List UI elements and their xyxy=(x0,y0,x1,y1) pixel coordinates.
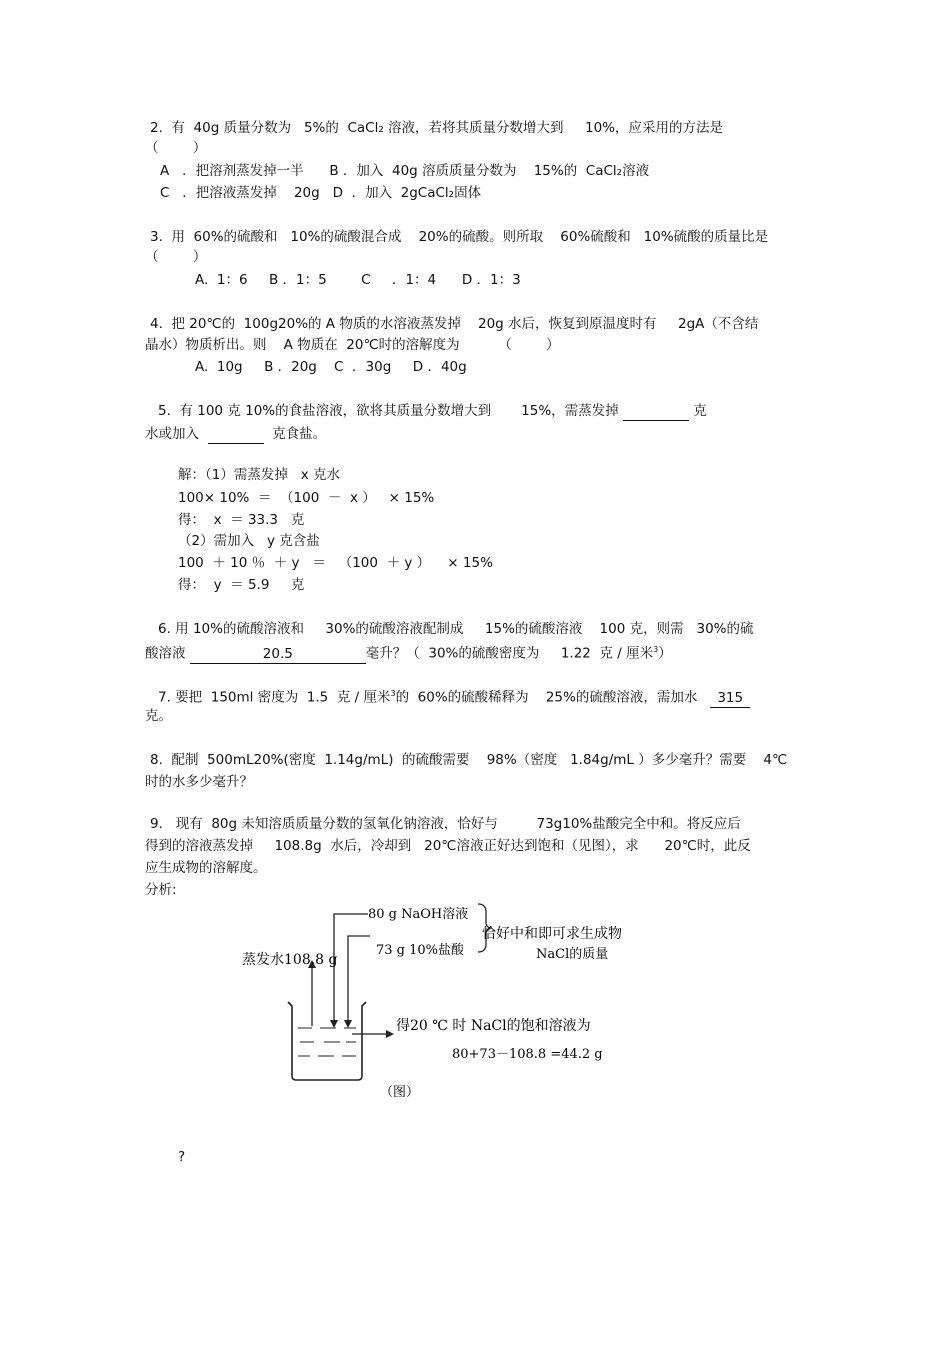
q2-line2: （ ） xyxy=(145,140,207,156)
q6-line2-text: 酸溶液 xyxy=(145,645,186,662)
hcl-arrow xyxy=(348,936,370,1026)
naoh-arrowhead xyxy=(330,1020,338,1028)
hcl-label: 73 g 10%盐酸 xyxy=(376,943,465,958)
naoh-arrow xyxy=(334,914,368,1026)
q9-line1: 9. 现有 80g 未知溶质质量分数的氢氧化钠溶液，恰好与 73g10%盐酸完全中和。将反应后 xyxy=(150,816,741,832)
q6-superscript: 3 xyxy=(653,645,659,654)
q5-blank-water xyxy=(623,402,689,421)
q5-solution-2: 100× 10% ＝ （100 － x ） × 15% xyxy=(178,490,435,506)
q7-line1-mid: 的 60%的硫酸稀释为 25%的硫酸溶液，需加水 xyxy=(395,689,698,706)
q9-analysis-label: 分析: xyxy=(145,882,177,898)
brace-label-1: 恰好中和即可求生成物 xyxy=(482,926,622,942)
q6-line2-end: ） xyxy=(658,645,672,662)
q3-options: A. 1：6 B ．1：5 C ．1：4 D ．1：3 xyxy=(195,272,521,288)
q6-answer: 20.5 xyxy=(190,645,366,664)
hcl-arrowhead xyxy=(344,1020,352,1028)
diagram-caption: （图） xyxy=(380,1085,420,1100)
beaker-outline xyxy=(288,1002,366,1080)
q4-line2: 晶水）物质析出。则 A 物质在 20℃时的溶解度为 （ ） xyxy=(145,337,560,353)
q3-line2: （ ） xyxy=(145,249,207,265)
q7-line1 xyxy=(158,685,750,708)
neutralization-diagram xyxy=(240,898,640,1108)
q3-line1: 3. 用 60%的硫酸和 10%的硫酸混合成 20%的硫酸。则所取 60%硫酸和 10%硫酸的质量比是 xyxy=(150,229,769,245)
q6-line2-rest: 毫升？（ 30%的硫酸密度为 1.22 克 / 厘米 xyxy=(365,645,654,662)
q4-options: A. 10g B ．20g C ．30g D ．40g xyxy=(195,359,467,375)
q5-solution-6: 得： y ＝ 5.9 克 xyxy=(178,577,305,593)
q5-line2-text: 水或加入 xyxy=(145,426,199,442)
q5-blank-salt xyxy=(208,425,264,444)
brace-label-2: NaCl的质量 xyxy=(536,947,609,962)
q5-solution-4: （2）需加入 y 克含盐 xyxy=(178,533,320,549)
q5-solution-5: 100 ＋ 10 ％ ＋ y ＝ （100 ＋ y ） × 15% xyxy=(178,555,493,571)
q7-answer: 315 xyxy=(710,689,750,708)
evaporation-label: 蒸发水108.8 g xyxy=(242,952,338,968)
q5-line2 xyxy=(145,425,326,444)
naoh-label: 80 g NaOH溶液 xyxy=(368,907,469,922)
q7-line2: 克。 xyxy=(145,708,172,724)
q6-line1: 6. 用 10%的硫酸溶液和 30%的硫酸溶液配制成 15%的硫酸溶液 100 克，则需 30%的硫 xyxy=(158,621,754,637)
q8-line1: 8. 配制 500mL20%(密度 1.14g/mL) 的硫酸需要 98%（密度 1.84g/mL ）多少毫升？需要 4℃ xyxy=(150,752,788,768)
q5-line1 xyxy=(158,402,707,421)
q5-line2-unit: 克食盐。 xyxy=(272,426,327,442)
result-label-1: 得20 ℃ 时 NaCl的饱和溶液为 xyxy=(396,1018,591,1034)
q8-line2: 时的水多少毫升？ xyxy=(145,774,253,790)
q9-line3: 应生成物的溶解度。 xyxy=(145,860,267,876)
result-label-2: 80+73－108.8 =44.2 g xyxy=(452,1047,603,1062)
q5-line1-unit: 克 xyxy=(693,403,707,419)
q4-line1: 4. 把 20℃的 100g20%的 A 物质的水溶液蒸发掉 20g 水后，恢复到原温度时有 2gA（不含结 xyxy=(150,316,759,332)
q7-superscript: 3 xyxy=(390,689,396,698)
q2-line1: 2. 有 40g 质量分数为 5%的 CaCl₂ 溶液，若将其质量分数增大到 10%，应采用的方法是 xyxy=(150,120,723,136)
q5-solution-1: 解：（1）需蒸发掉 x 克水 xyxy=(178,467,340,483)
output-arrowhead xyxy=(386,1030,394,1038)
q7-line1-text: 7. 要把 150ml 密度为 1.5 克 / 厘米 xyxy=(158,689,391,706)
beaker-liquid-lines xyxy=(298,1028,356,1056)
q9-line2: 得到的溶液蒸发掉 108.8g 水后，冷却到 20℃溶液正好达到饱和（见图），求 20℃时，此反 xyxy=(145,838,751,854)
q5-solution-3: 得： x ＝ 33.3 克 xyxy=(178,512,305,528)
trailing-mark: ? xyxy=(178,1149,186,1165)
q6-line2 xyxy=(145,641,672,664)
q2-option-c: C ．把溶液蒸发掉 20g D ．加入 2gCaCl₂固体 xyxy=(160,185,482,201)
q5-line1-text: 5. 有 100 克 10%的食盐溶液，欲将其质量分数增大到 15%，需蒸发掉 xyxy=(158,403,619,419)
q2-option-a: A ．把溶剂蒸发掉一半 B ．加入 40g 溶质质量分数为 15%的 CaCl₂溶液 xyxy=(160,163,650,179)
